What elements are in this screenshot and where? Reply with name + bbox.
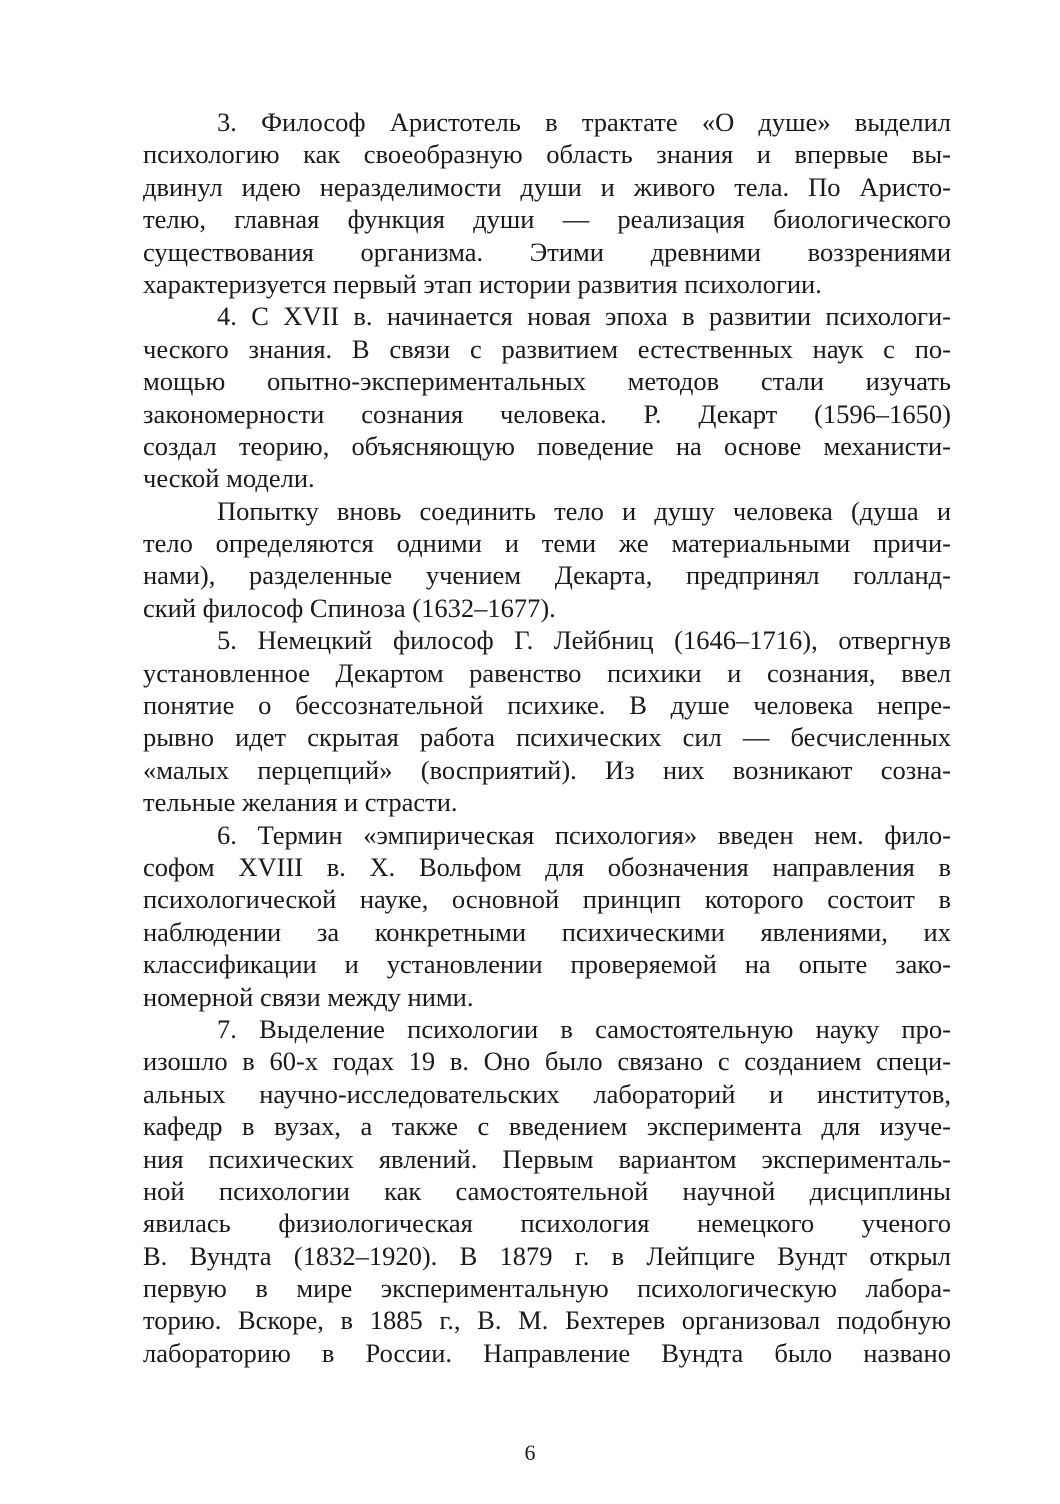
text-line: 4. С XVII в. начинается новая эпоха в развитии психологи- — [217, 301, 951, 332]
page-number: 6 — [524, 1440, 536, 1465]
text-line: характеризуется первый этап истории развития психологии. — [143, 268, 822, 299]
paragraph-spinoza — [143, 495, 951, 625]
text-line: софом XVIII в. Х. Вольфом для обозначения направления в — [143, 851, 951, 882]
paragraph-wundt — [143, 1013, 951, 1369]
text-line: 6. Термин «эмпирическая психология» введен нем. фило- — [217, 819, 951, 850]
text-line: закономерности сознания человека. Р. Декарт (1596–1650) — [143, 398, 951, 429]
text-line: классификации и установлении проверяемой на опыте зако- — [143, 949, 951, 980]
text-line: «малых перцепций» (восприятий). Из них возникают созна- — [143, 754, 951, 785]
text-line: номерной связи между ними. — [143, 981, 474, 1012]
text-line: первую в мире экспериментальную психологическую лабора- — [143, 1273, 951, 1304]
text-line: рывно идет скрытая работа психических сил — бесчисленных — [143, 722, 951, 753]
text-line: 7. Выделение психологии в самостоятельную науку про- — [217, 1013, 951, 1044]
paragraph-descartes — [143, 300, 951, 494]
text-line: лабораторию в России. Направление Вундта было названо — [143, 1337, 951, 1368]
text-line: ческой модели. — [143, 463, 315, 494]
text-line: наблюдении за конкретными психическими явлениями, их — [143, 916, 951, 947]
text-line: нами), разделенные учением Декарта, предпринял голланд- — [143, 560, 951, 591]
text-line: кафедр в вузах, а также с введением эксперимента для изуче- — [143, 1111, 951, 1142]
text-line: двинул идею неразделимости души и живого тела. По Аристо- — [143, 171, 951, 202]
text-line: альных научно-исследовательских лабораторий и институтов, — [143, 1078, 951, 1109]
text-line: Попытку вновь соединить тело и душу человека (душа и — [217, 495, 951, 526]
text-line: явилась физиологическая психология немецкого ученого — [143, 1208, 951, 1239]
paragraph-aristotle — [143, 106, 951, 300]
text-line: существования организма. Этими древними воззрениями — [143, 236, 951, 267]
text-line: тело определяются одними и теми же материальными причи- — [143, 528, 951, 559]
text-line: изошло в 60-х годах 19 в. Оно было связано с созданием специ- — [143, 1046, 951, 1077]
text-line: понятие о бессознательной психике. В душе человека непре- — [143, 690, 951, 721]
text-line: психологической науке, основной принцип которого состоит в — [143, 884, 951, 915]
text-line: тельные желания и страсти. — [143, 787, 458, 818]
text-line: ния психических явлений. Первым вариантом эксперименталь- — [143, 1143, 951, 1174]
text-line: телю, главная функция души — реализация биологического — [143, 204, 951, 235]
text-line: установленное Декартом равенство психики и сознания, ввел — [143, 657, 951, 688]
text-line: 5. Немецкий философ Г. Лейбниц (1646–1716), отвергнув — [217, 625, 951, 656]
paragraph-wolff — [143, 819, 951, 1013]
paragraph-leibniz — [143, 624, 951, 818]
text-line: психологию как своеобразную область знания и впервые вы- — [143, 139, 951, 170]
text-line: ский философ Спиноза (1632–1677). — [143, 592, 556, 623]
text-line: 3. Философ Аристотель в трактате «О душе» выделил — [217, 107, 951, 137]
body-text — [143, 106, 951, 1369]
text-line: мощью опытно-экспериментальных методов стали изучать — [143, 366, 951, 397]
text-line: ческого знания. В связи с развитием естественных наук с по- — [143, 333, 951, 364]
text-line: создал теорию, объясняющую поведение на основе механисти- — [143, 430, 951, 461]
text-line: В. Вундта (1832–1920). В 1879 г. в Лейпциге Вундт открыл — [143, 1240, 951, 1271]
text-line: ной психологии как самостоятельной научной дисциплины — [143, 1175, 951, 1206]
text-line: торию. Вскоре, в 1885 г., В. М. Бехтерев организовал подобную — [143, 1305, 951, 1336]
